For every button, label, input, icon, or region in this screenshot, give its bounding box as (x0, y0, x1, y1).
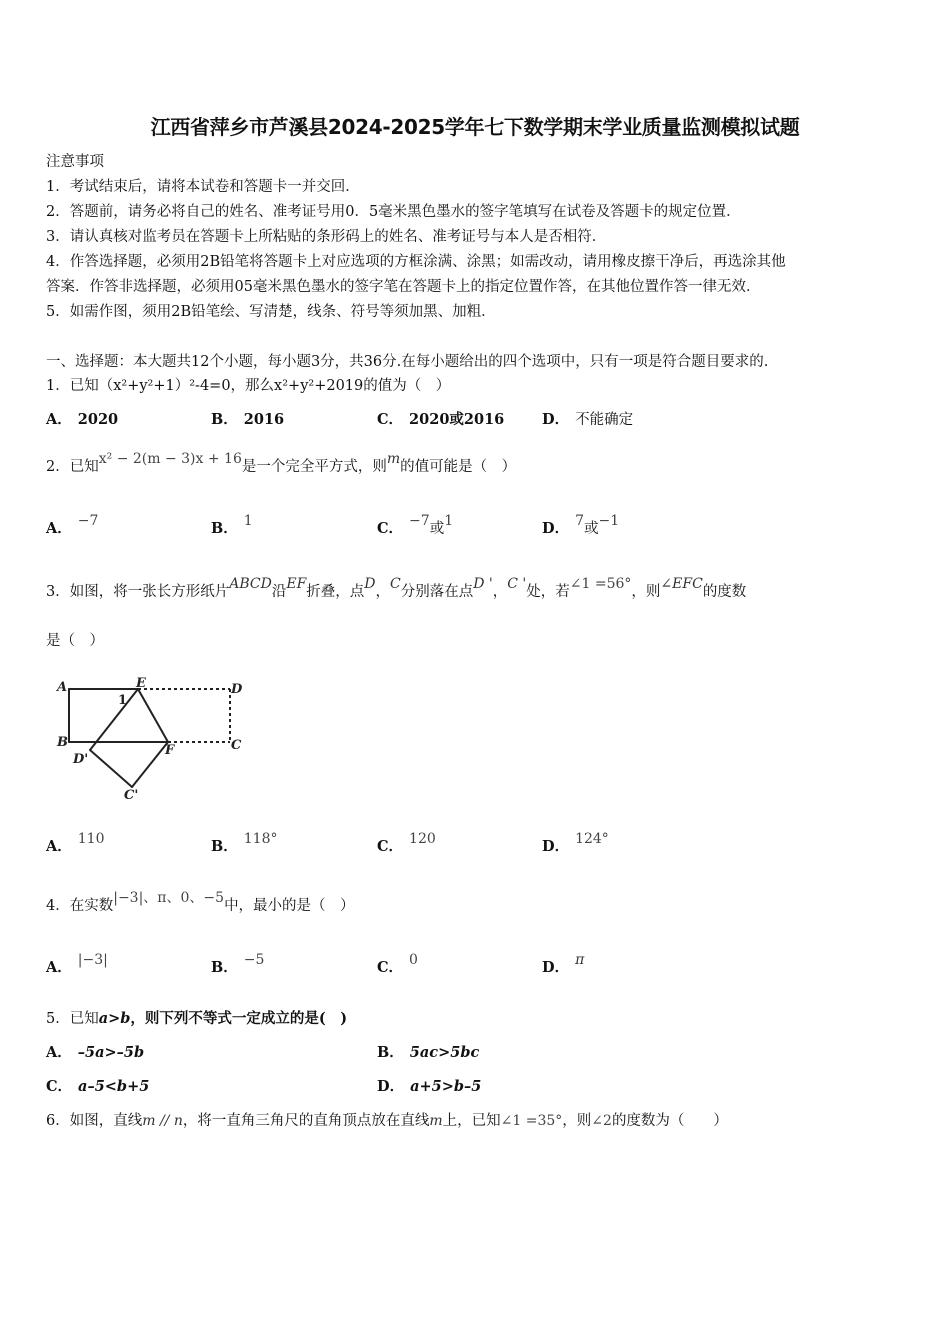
notice-item: 4．作答选择题，必须用2B铅笔将答题卡上对应选项的方框涂满、涂黑；如需改动，请用橡皮擦干净后，再选涂其他 (46, 254, 786, 270)
q1-option-c[interactable]: C． 2020或2016 (377, 411, 505, 428)
q4-option-a[interactable]: A． |−3| (46, 952, 108, 976)
label-a: A (57, 680, 68, 695)
label-c: C (231, 738, 242, 753)
label-b: B (57, 735, 68, 750)
label-f: F (165, 743, 175, 758)
q1-option-b[interactable]: B． 2016 (211, 411, 285, 428)
edge-ed-prime (90, 689, 138, 750)
fold-line-ef (138, 689, 168, 742)
question-2-text: 2．已知x² − 2(m − 3)x + 16是一个完全平方式，则m的值可能是（ ） (46, 451, 517, 475)
notice-heading: 注意事项 (46, 154, 104, 170)
q4-option-d[interactable]: D． π (542, 952, 585, 976)
section-heading: 一、选择题：本大题共12个小题，每小题3分，共36分.在每小题给出的四个选项中，只有一项是符合题目要求的. (46, 354, 769, 370)
label-c-prime: C' (124, 788, 139, 803)
notice-item: 3．请认真核对监考员在答题卡上所粘贴的条形码上的姓名、准考证号与本人是否相符． (46, 229, 607, 245)
q2-expression: x² − 2(m − 3)x + 16 (98, 451, 242, 467)
q3-option-c[interactable]: C． 120 (377, 831, 436, 855)
question-5-text: 5．已知a>b，则下列不等式一定成立的是( ) (46, 1010, 348, 1027)
q4-option-c[interactable]: C． 0 (377, 952, 418, 976)
edge-dprime-cprime (90, 750, 132, 787)
q2-option-a[interactable]: A． −7 (46, 513, 99, 537)
q5-option-c[interactable]: C． a–5<b+5 (46, 1078, 150, 1095)
q5-option-b[interactable]: B． 5ac>5bc (377, 1044, 480, 1061)
label-d-prime: D' (73, 752, 89, 767)
q4-option-b[interactable]: B． −5 (211, 952, 265, 976)
label-angle-1: 1 (118, 693, 128, 708)
notice-item: 1．考试结束后，请将本试卷和答题卡一并交回． (46, 179, 360, 195)
notice-item: 2．答题前，请务必将自己的姓名、准考证号用0．5毫米黑色墨水的签字笔填写在试卷及答题卡的规定位置． (46, 204, 741, 220)
q5-option-a[interactable]: A． –5a>–5b (46, 1044, 145, 1061)
notice-item: 答案．作答非选择题，必须用05毫米黑色墨水的签字笔在答题卡上的指定位置作答，在其他位置作答一律无效． (46, 279, 761, 295)
q1-option-a[interactable]: A． 2020 (46, 411, 119, 428)
question-3-text-cont: 是（ ） (46, 633, 104, 649)
q3-option-d[interactable]: D． 124° (542, 831, 609, 855)
question-6-text: 6．如图，直线m // n，将一直角三角尺的直角顶点放在直线m上，已知∠1 =35°，则∠2的度数为（ ） (46, 1113, 728, 1129)
notice-item: 5．如需作图，须用2B铅笔绘、写清楚，线条、符号等须加黑、加粗． (46, 304, 496, 320)
question-1-text: 1．已知（x²+y²+1）²-4=0，那么x²+y²+2019的值为（ ） (46, 378, 451, 394)
label-e: E (136, 676, 146, 691)
page-title: 江西省萍乡市芦溪县2024-2025学年七下数学期末学业质量监测模拟试题 (150, 115, 800, 139)
q2-option-b[interactable]: B． 1 (211, 513, 253, 537)
q2-option-d[interactable]: D． 7或−1 (542, 513, 620, 537)
question-3-text: 3．如图，将一张长方形纸片ABCD沿EF折叠，点D，C分别落在点D '，C '处，若∠1 =56°，则∠EFC的度数 (46, 576, 747, 600)
edge-cprime-f (132, 742, 168, 787)
question-4-text: 4．在实数|−3|、π、0、−5中，最小的是（ ） (46, 890, 355, 914)
label-d: D (231, 682, 243, 697)
q3-option-b[interactable]: B． 118° (211, 831, 278, 855)
q2-option-c[interactable]: C． −7或1 (377, 513, 454, 537)
q5-option-d[interactable]: D． a+5>b–5 (377, 1078, 482, 1095)
q3-option-a[interactable]: A． 110 (46, 831, 105, 855)
q1-option-d[interactable]: D． 不能确定 (542, 411, 634, 428)
fold-rectangle-figure (52, 672, 252, 804)
